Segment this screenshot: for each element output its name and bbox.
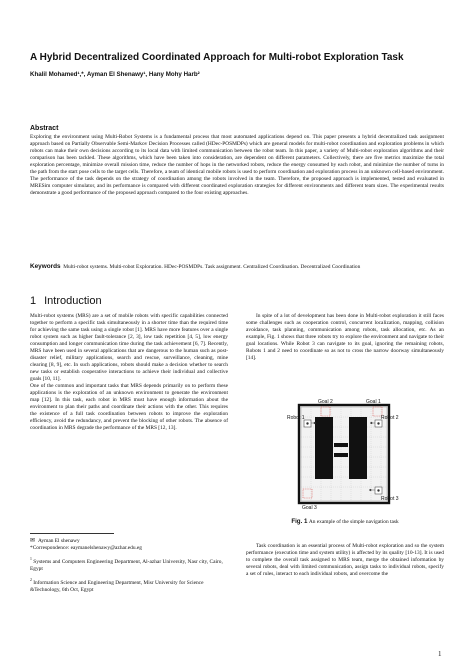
intro-paragraph: In spite of a lot of development has been done in Multi-robot exploration it still faces some challenges such as cooperation control, concurrent localization, mapping, collision avoidance, task planning, communication among robots, task allocation, etc. As an example, Fig. 1 shows that three robots try to explore the environment and navigate to their goal locations. While Robot 3 can navigate to its goal, ignoring the remaining robots, Robots 1 and 2 need to coordinate so as not to cross the narrow doorway simultaneously [14].	[246, 313, 444, 361]
footnote-author-name: Ayman El shenawy	[38, 538, 80, 544]
right-wall-block	[349, 417, 367, 479]
robot-2-label: Robot 2	[381, 415, 399, 421]
intro-paragraph: Task coordination is an essential process of Multi-robot exploration and so the system performance (execution time and system utility) is affected by its quality [10-13]. It is used to complete the overall task assigned to MRS team, merge the obtained information by several robots, deal with limited communication, assign tasks to individual robots, specify a set of rules, interact to each individual robots, and overcome the	[246, 543, 444, 578]
robot-2-icon	[375, 420, 382, 427]
page-number: 1	[438, 650, 442, 658]
left-column	[30, 313, 228, 432]
goal-3-label: Goal 3	[302, 505, 317, 511]
robot-1-label: Robot 1	[287, 415, 305, 421]
section-heading	[30, 295, 102, 307]
figure-caption	[246, 518, 444, 525]
footnote-author	[30, 538, 228, 552]
envelope-icon: ✉	[30, 538, 36, 544]
abstract-body: Exploring the environment using Multi-Robot Systems is a fundamental process that most automated applications depend on. This paper presents a hybrid decentralized task assignment approach based on Partially Observable Semi-Markov Decision Processes called (HDec-POSMDPs) which are general models for multi-robot coordination and exploration problems in which robots can make their own decisions according to its local data with limited communication between the robot team. In this paper, a variety of Multi-robot exploration algorithms and their comparison has been tackled. These algorithms, which have been taken into consideration, are dependent on different parameters. Collectively, there are five metrics maximize the total exploration percentage, minimize overall mission time, reduce the number of hops in the networked robots, reduce the energy consumed by each robot, and minimize the number of turns in the path from the start pose cells to the target cells. Therefore, a team of identical mobile robots is used to perform coordination and exploration process in an unknown cell-based environment. The performance of the task depends on the strategy of coordination among the robots involved in the team. Therefore, the proposed approach is implemented, tested and evaluated in MRESim computer simulator, and its performance is compared with different coordinated exploration strategies for different environments and different team sizes. The experimental results demonstrate a good performance of the proposed approach compared to the four existing approaches.	[30, 134, 445, 196]
footnote-mark: 2	[30, 577, 32, 582]
robot-1-icon	[304, 420, 311, 427]
footnote-affiliation-2	[30, 577, 228, 594]
goal-2-label: Goal 2	[318, 399, 333, 405]
right-column	[246, 313, 444, 362]
section-title: Introduction	[44, 295, 102, 307]
keywords	[30, 263, 444, 271]
goal-1-label: Goal 1	[366, 399, 381, 405]
footnote-correspondence: *Correspondence: eaymanelshenawy@azhar.edu.eg	[30, 545, 142, 551]
footnote-mark: 1	[30, 557, 32, 561]
figure-caption-text: An example of the simple navigation task	[308, 519, 399, 525]
footnote-affiliation-1	[30, 556, 228, 573]
figure-caption-label: Fig. 1	[291, 518, 308, 525]
intro-paragraph: One of the common and important tasks that MRS depends primarily on to perform these applications is the exploration of an unknown environment to generate the environment map [12]. In this task, each robot in MRS must have enough information about the environment to plan their paths and coordinate their actions with the other. This requires the existence of a full task coordination between robots to improve the exploration efficiency, avoid the redundancy, and prevent the blocking of other robots. The absence of coordination in MRS degrade the performance of the MRS [12, 13].	[30, 382, 228, 431]
navigation-figure	[287, 397, 401, 512]
narrow-doorway-top	[334, 443, 348, 447]
abstract-heading: Abstract	[30, 125, 59, 132]
keywords-text: Multi-robot systems. Multi-robot Exploration. HDec-POSMDPs. Task assignment. Centralized Coordination. Decentralized Coordination	[63, 264, 361, 270]
footnote-divider	[30, 533, 114, 534]
footnotes	[30, 538, 228, 598]
robot-3-label: Robot 3	[381, 496, 399, 502]
narrow-doorway-bottom	[334, 453, 348, 457]
footnote-text: Information Science and Engineering Department, Misr University for Science &Technology, 6th Oct, Egypt	[30, 579, 204, 593]
paper-title: A Hybrid Decentralized Coordinated Approach for Multi-robot Exploration Task	[30, 52, 404, 63]
right-column-continued	[246, 538, 444, 584]
section-number: 1	[30, 295, 37, 307]
footnote-text: Systems and Computers Engineering Department, Al-azhar University, Nasr city, Cairo, Egypt	[30, 558, 223, 572]
left-wall-block	[315, 417, 333, 479]
author-list: Khalil Mohamed¹,*, Ayman El Shenawy¹, Hany Mohy Harb²	[30, 71, 200, 78]
intro-paragraph: Multi-robot systems (MRS) are a set of mobile robots with specific capabilities connected together to perform a specific task simultaneously in a shorter time than the required time for achieving the same task using a single robot [1]. MRS have more features over a single robot system such as higher fault-tolerance [2, 3], low task repetition [4, 5], low energy consumption and longer communication time during the task achievement [6, 7]. Recently, MRS have been used in several applications that are dangerous to the human such as post-disaster relief, military applications, search and rescue, surveillance, cleaning, mine clearing [8, 9], etc. In such applications, robots should make a decision whether to search new tasks or establish cooperative interactions to achieve their individual and collective goals [10, 11].	[30, 313, 228, 382]
keywords-label: Keywords	[30, 263, 61, 270]
robot-3-icon	[375, 487, 382, 494]
